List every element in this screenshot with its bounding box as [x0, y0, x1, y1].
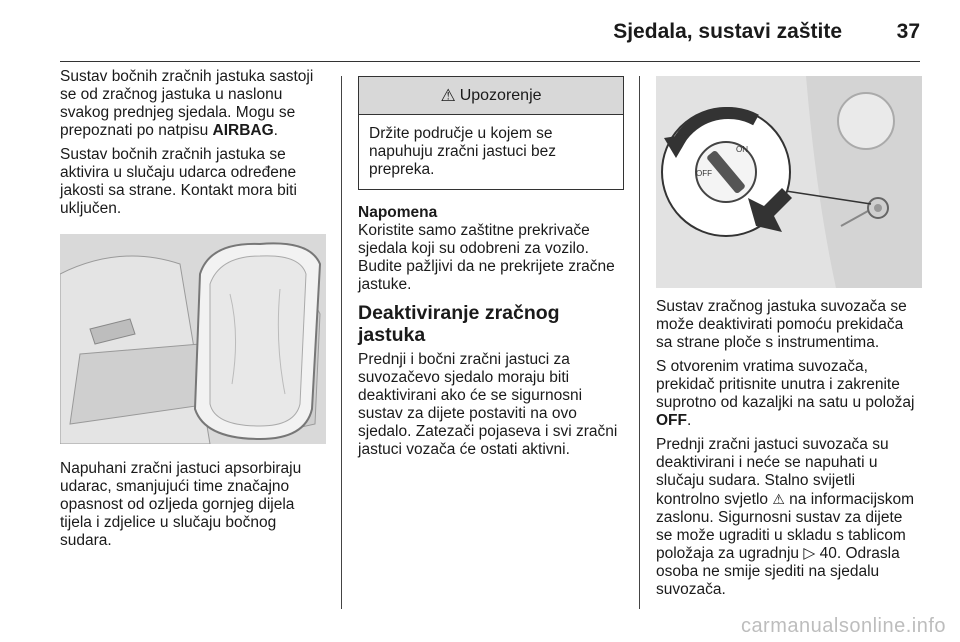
warning-body: Držite područje u kojem se napuhuju zračni jastuci bez prepreka.: [369, 125, 556, 178]
paragraph-side-airbag-intro: Sustav bočnih zračnih jastuka sastoji se od zračnog jastuka u naslonu svakog prednjeg sjedala. Mogu se prepoznati po natpisu AIRBAG.: [60, 68, 314, 139]
seat-airbag-illustration: [60, 234, 326, 444]
column-divider-1: [341, 76, 342, 609]
paragraph-switch-location: Sustav zračnog jastuka suvozača se može deaktivirati pomoću prekidača sa strane ploče s instrumentima.: [656, 298, 907, 351]
note-label: Napomena: [358, 204, 438, 221]
airbag-label: AIRBAG: [212, 122, 274, 139]
section-heading-deactivation: Deaktiviranje zračnog jastuka: [358, 302, 560, 346]
page-reference-icon: ▷: [803, 545, 816, 562]
paragraph-side-airbag-protection: Napuhani zračni jastuci apsorbiraju udarac, smanjujući time značajno opasnost od ozljeda gornjeg dijela tijela i zdjelice u slučaju bočnog sudara.: [60, 460, 302, 549]
switch-off-label: OFF: [696, 169, 712, 178]
airbag-off-warning-light-icon: ⚠: [772, 491, 785, 507]
warning-title: Upozorenje: [459, 86, 542, 104]
off-position-label: OFF: [656, 412, 687, 429]
warning-triangle-icon: ⚠: [440, 85, 456, 105]
paragraph-side-airbag-activation: Sustav bočnih zračnih jastuka se aktivira u slučaju udarca određene jakosti sa strane. Kontakt mora biti uključen.: [60, 146, 297, 217]
watermark: carmanualsonline.info: [740, 615, 946, 637]
column-3: [656, 68, 922, 605]
paragraph-deactivation-requirement: Prednji i bočni zračni jastuci za suvozačevo sjedalo moraju biti deaktivirani ako će se sigurnosni sustav za dijete postaviti na ovo sjedalo. Zatezači pojaseva i svi zračni jastuci vozača će ostati aktivni.: [358, 351, 618, 458]
page-reference-link[interactable]: 40: [819, 545, 837, 562]
note-text: Koristite samo zaštitne prekrivače sjedala koji su odobreni za vozilo. Budite pažljivi da ne prekrijete zračne jastuke.: [358, 222, 615, 293]
header-divider: [60, 61, 920, 62]
section-title: Sjedala, sustavi zaštite: [613, 20, 842, 43]
airbag-switch-drawing: [656, 76, 922, 288]
column-divider-2: [639, 76, 640, 609]
warning-box: [358, 76, 624, 190]
seat-airbag-drawing: [60, 234, 326, 444]
warning-header: [359, 77, 623, 115]
paragraph-switch-operation: S otvorenim vratima suvozača, prekidač pritisnite unutra i zakrenite suprotno od kazaljki na satu u položaj OFF.: [656, 358, 915, 429]
switch-on-label: ON: [736, 145, 748, 154]
page-header: [0, 0, 960, 62]
column-1: [60, 68, 326, 556]
paragraph-deactivated-status: Prednji zračni jastuci suvozača su deaktivirani i neće se napuhati u slučaju sudara. Stalno svijetli kontrolno svjetlo ⚠ na informacijskom zaslonu. Sigurnosni sustav za dijete se može ugraditi u skladu s tablicom položaja za ugradnju ▷ 40. Odrasla osoba ne smije sjediti na sjedalu suvozača.: [656, 436, 915, 598]
airbag-switch-illustration: [656, 76, 922, 288]
page-number: 37: [896, 20, 920, 43]
column-2: [358, 68, 624, 465]
